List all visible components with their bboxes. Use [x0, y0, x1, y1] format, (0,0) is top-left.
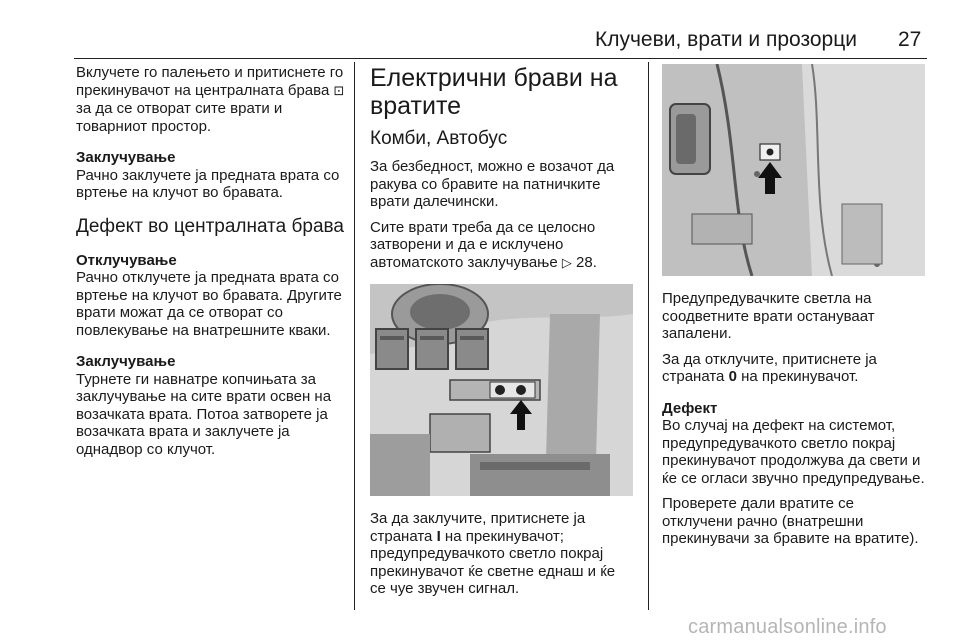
- column-right: [662, 64, 927, 548]
- intro-paragraph: [76, 64, 346, 135]
- page-reference: 28.: [576, 253, 597, 271]
- lock2-text: Турнете ги навнатре копчињата за заклучување на сите врати освен на возачката врата. Потоа затворете ја возачката врата и заклучете ја однадвор со клучот.: [76, 370, 332, 458]
- lock2-heading: Заклучување: [76, 353, 176, 370]
- fault-heading: Дефект во централната брава: [76, 215, 344, 237]
- warning-lights-paragraph: Предупредувачките светла на соодветните врати остануваат запалени.: [662, 290, 875, 342]
- column-left: [76, 64, 346, 458]
- header-rule: [74, 58, 927, 59]
- conditions-text: Сите врати треба да се целосно затворени и да е исклучено автоматското заклучување: [370, 218, 596, 271]
- unlock-text: Рачно отклучете ја предната врата со вртење на клучот во бравата. Другите врати можат да се отворат со повлекување на внатрешните кваки.: [76, 269, 342, 339]
- unlock-instruction-paragraph: [662, 351, 927, 386]
- unlock-instruction-a: За да отклучите, притиснете ја страната: [662, 350, 877, 385]
- page-reference-arrow-icon: ▷: [561, 255, 572, 271]
- intro-text-b: за да се отворат сите врати и товарниот простор.: [76, 100, 283, 135]
- section-subtitle: Комби, Автобус: [370, 128, 508, 149]
- lock-instruction-paragraph: [370, 510, 635, 598]
- unlock-instruction-b: на прекинувачот.: [741, 368, 859, 385]
- switch-side-lock-key: I: [436, 527, 441, 545]
- defect-heading: Дефект: [662, 399, 718, 417]
- intro-text-a: Вклучете го палењето и притиснете го прекинувачот на централната брава: [76, 64, 344, 99]
- switch-photo-figure: [370, 284, 633, 496]
- page-number: 27: [898, 28, 922, 51]
- door-photo-figure: [662, 64, 925, 276]
- lock-instruction-a: За да заклучите, притиснете ја страната: [370, 510, 586, 545]
- section-title: Електрични брави на вратите: [370, 64, 618, 120]
- lock-text: Рачно заклучете ја предната врата со вртење на клучот во бравата.: [76, 166, 340, 201]
- lock-heading: Заклучување: [76, 149, 176, 166]
- lock-symbol-icon: ⊡: [333, 83, 345, 99]
- column-divider-left: [354, 62, 355, 610]
- unlock-heading: Отклучување: [76, 251, 177, 269]
- footer-watermark: carmanualsonline.info: [688, 616, 887, 638]
- column-divider-right: [648, 62, 649, 610]
- check-text: Проверете дали вратите се отклучени рачно (внатрешни прекинувачи за бравите на вратите).: [662, 495, 919, 547]
- conditions-paragraph: [370, 219, 635, 273]
- header-title: Клучеви, врати и прозорци: [595, 28, 857, 51]
- switch-side-unlock-key: 0: [728, 368, 737, 385]
- column-middle: [370, 64, 635, 598]
- defect-text: Во случај на дефект на системот, предупредувачкото светло покрај прекинувачот продолжува да свети и ќе се огласи звучно предупредување.: [662, 417, 925, 487]
- lock-instruction-b: на прекинувачот; предупредувачкото светло покрај прекинувачот ќе светне еднаш и ќе се чуе звучен сигнал.: [370, 527, 616, 597]
- safety-paragraph: За безбедност, можно е возачот да ракува со бравите на патничките врати далечински.: [370, 158, 615, 210]
